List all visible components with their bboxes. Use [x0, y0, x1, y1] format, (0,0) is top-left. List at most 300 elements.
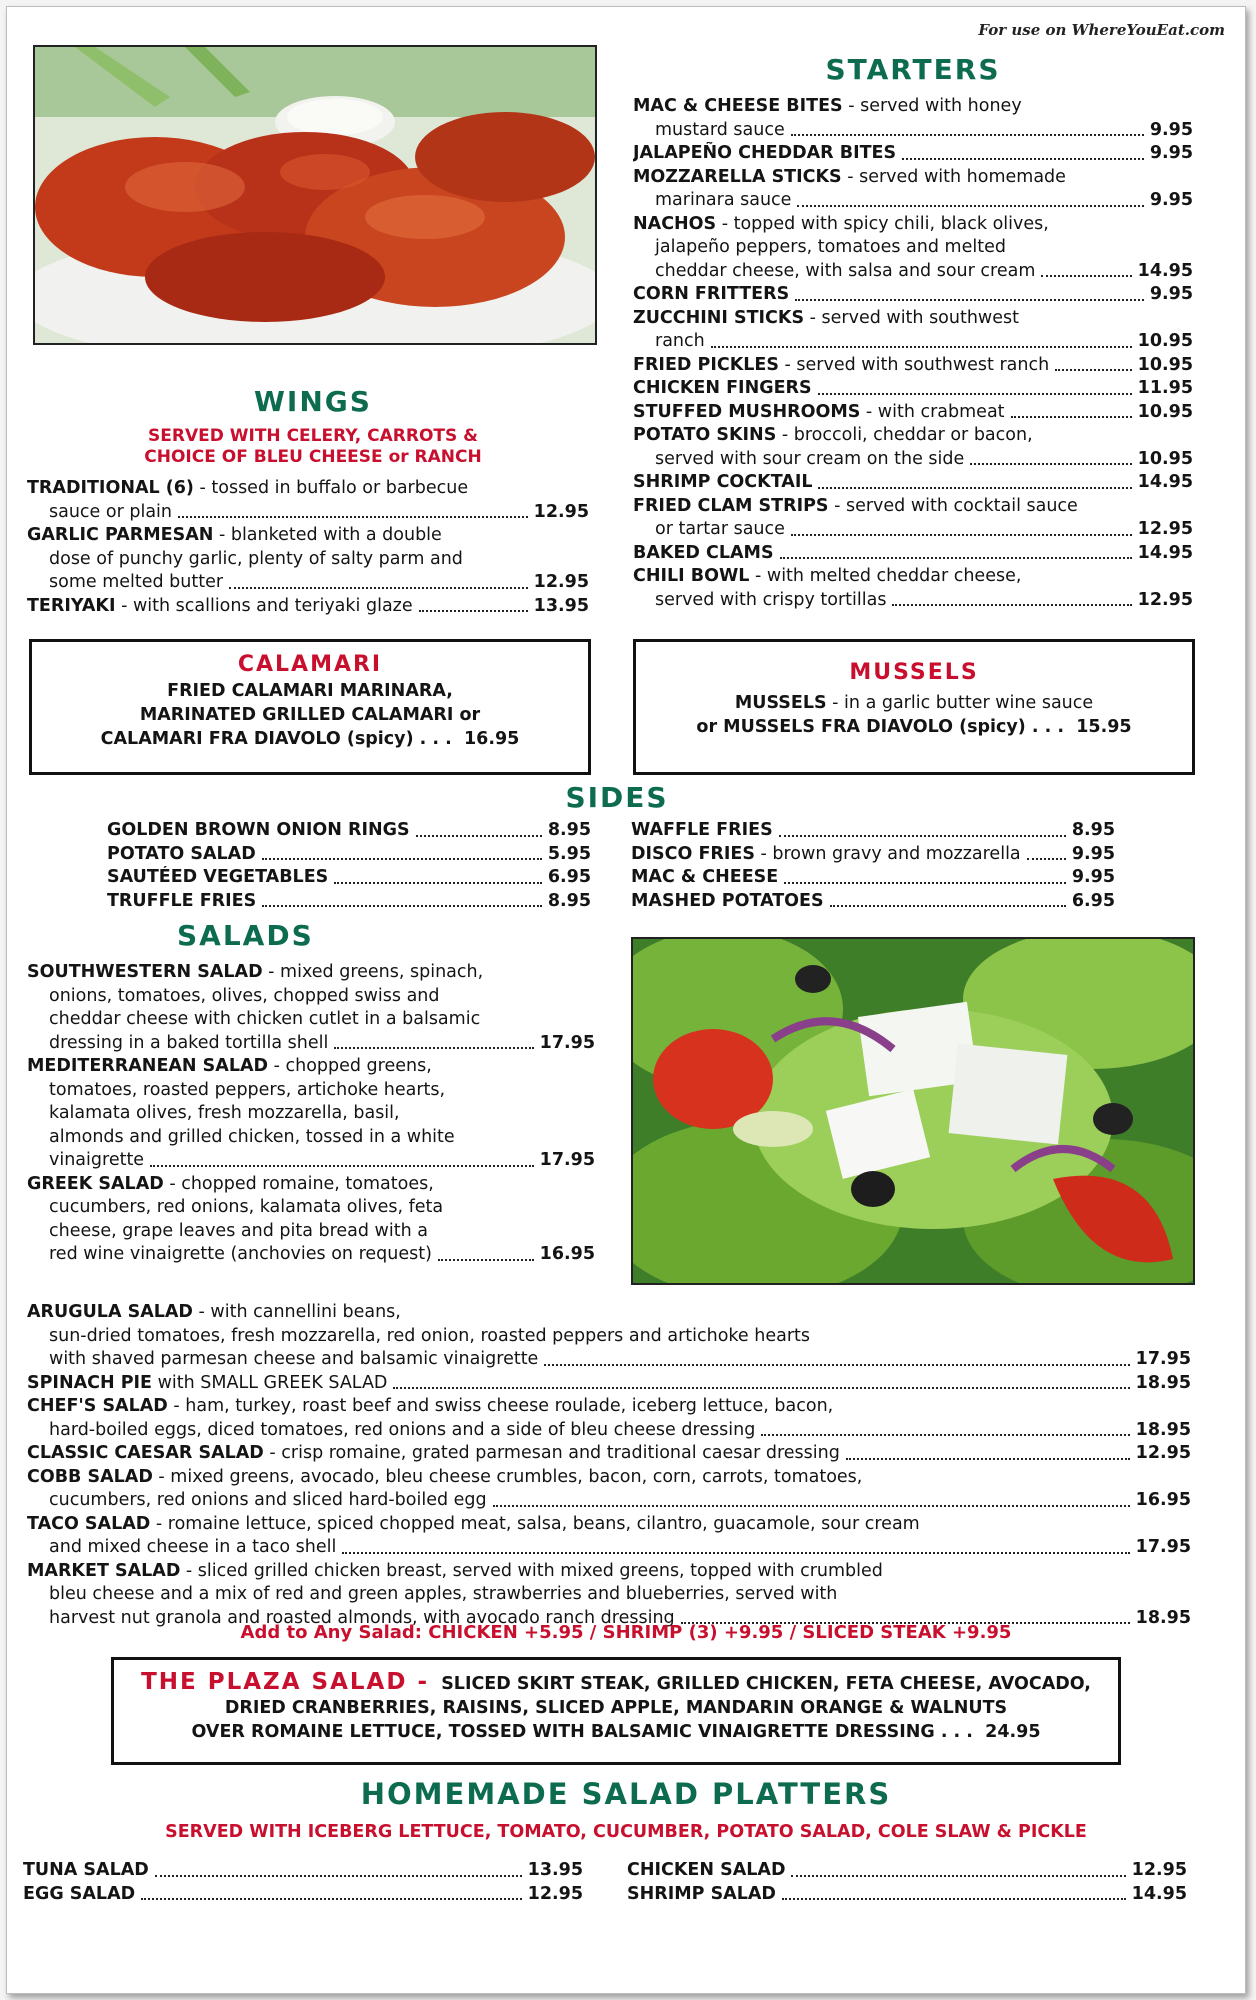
salad-lower-5-last-row	[27, 1536, 1191, 1560]
platter-left-0-row	[23, 1859, 583, 1883]
calamari-price: 16.95	[463, 729, 520, 749]
platters-right-list	[627, 1859, 1187, 1906]
mussels-price: 15.95	[1076, 717, 1132, 737]
mussels-line2-text: or MUSSELS FRA DIAVOLO (spicy) . . .	[696, 717, 1065, 737]
side-left-1-text	[107, 843, 256, 867]
calamari-line3-text: CALAMARI FRA DIAVOLO (spicy) . . .	[100, 729, 452, 749]
salad-lower-4-name: COBB SALAD	[27, 1466, 153, 1487]
wing-item-2-name: TERIYAKI	[27, 595, 116, 616]
starter-item-3-last-price: 14.95	[1137, 260, 1193, 281]
salad-lower-5-last-price: 17.95	[1135, 1537, 1191, 1557]
starter-item-5-last-row	[633, 330, 1193, 354]
salad-upper-2-line-0: cucumbers, red onions, kalamata olives, feta	[49, 1197, 444, 1217]
starter-item-10-leader	[818, 487, 1131, 489]
salad-lower-4-last-leader	[493, 1505, 1130, 1507]
salad-upper-0-name: SOUTHWESTERN SALAD	[27, 962, 263, 982]
platter-right-0-price: 12.95	[1131, 1860, 1187, 1880]
starter-item-0-last-leader	[791, 134, 1144, 136]
plaza-line1-text: SLICED SKIRT STEAK, GRILLED CHICKEN, FETA CHEESE, AVOCADO,	[441, 1674, 1091, 1694]
wing-item-0-last-text	[49, 501, 172, 525]
starter-item-5-name: ZUCCHINI STICKS	[633, 307, 805, 328]
starter-item-0-desc: - served with honey	[842, 96, 1022, 116]
calamari-line1: FRIED CALAMARI MARINARA,	[167, 681, 453, 701]
starter-item-0-last-row	[633, 119, 1193, 143]
wings-list	[27, 477, 589, 618]
starter-item-13-last-price: 12.95	[1137, 589, 1193, 610]
salad-lower-2-name: CHEF'S SALAD	[27, 1396, 168, 1416]
mussels-box	[633, 639, 1195, 775]
platter-left-1-price: 12.95	[527, 1883, 583, 1904]
wing-item-1-last-leader	[229, 587, 528, 589]
starter-item-4-price: 9.95	[1149, 284, 1193, 304]
starter-item-2-desc: - served with homemade	[841, 166, 1066, 187]
side-right-2-text	[631, 866, 778, 890]
platter-left-1-text	[23, 1883, 135, 1907]
salad-lower-2-last-leader	[761, 1434, 1129, 1436]
starter-item-13-last-row	[633, 589, 1193, 613]
calamari-details	[32, 679, 588, 751]
salad-lower-3-row	[27, 1442, 1191, 1466]
side-right-1-leader	[1027, 858, 1066, 860]
menu-page	[6, 6, 1246, 1994]
salad-lower-0-row	[27, 1301, 1191, 1325]
salad-lower-0-last-desc: with shaved parmesan cheese and balsamic vinaigrette	[49, 1349, 539, 1369]
side-left-0-leader	[416, 835, 542, 837]
starter-item-13-row	[633, 565, 1193, 589]
platter-right-1-leader	[782, 1898, 1126, 1900]
wing-item-2-leader	[419, 610, 528, 612]
plaza-line3-text: OVER ROMAINE LETTUCE, TOSSED WITH BALSAMIC VINAIGRETTE DRESSING . . .	[191, 1722, 973, 1742]
starter-item-2-last-desc: marinara sauce	[655, 190, 792, 210]
platter-right-0-text	[627, 1859, 785, 1883]
starter-item-3-name: NACHOS	[633, 213, 717, 234]
starter-item-5-last-leader	[711, 346, 1132, 348]
platter-right-1-name: SHRIMP SALAD	[627, 1883, 776, 1904]
wing-item-2-price: 13.95	[533, 595, 589, 616]
salads-lower-list	[27, 1301, 1191, 1630]
side-left-1-price: 5.95	[547, 843, 591, 864]
wing-item-0-name: TRADITIONAL (6)	[27, 478, 194, 498]
starter-item-11-name: FRIED CLAM STRIPS	[633, 495, 829, 516]
side-left-3-name: TRUFFLE FRIES	[107, 890, 257, 911]
side-left-0-name: GOLDEN BROWN ONION RINGS	[107, 820, 410, 840]
salad-lower-6-name: MARKET SALAD	[27, 1560, 181, 1581]
starter-item-1-text	[633, 142, 896, 166]
side-right-1-name: DISCO FRIES	[631, 843, 755, 864]
platter-right-1-price: 14.95	[1131, 1883, 1187, 1904]
platters-heading: HOMEMADE SALAD PLATTERS	[360, 1777, 892, 1811]
salad-upper-0-line-1: cheddar cheese with chicken cutlet in a balsamic	[49, 1009, 481, 1029]
wing-item-1-last-price: 12.95	[533, 572, 589, 592]
starter-item-13-last-text	[655, 589, 886, 613]
salad-upper-1-row	[27, 1055, 595, 1079]
starter-item-5-last-text	[655, 330, 705, 354]
starter-item-6-row	[633, 354, 1193, 378]
starter-item-0-last-text	[655, 119, 785, 143]
plaza-line1	[114, 1670, 1118, 1696]
starter-item-0-row	[633, 95, 1193, 119]
starter-item-1-row	[633, 142, 1193, 166]
starter-item-11-last-text	[655, 518, 785, 542]
salad-upper-2-last-price: 16.95	[539, 1244, 595, 1264]
starter-item-11-last-price: 12.95	[1137, 519, 1193, 539]
starter-item-6-text	[633, 354, 1049, 378]
wings-subtitle	[33, 426, 593, 468]
starter-item-11-desc: - served with cocktail sauce	[828, 495, 1078, 516]
wing-item-1-last-desc: some melted butter	[49, 572, 224, 592]
side-right-1-desc: - brown gravy and mozzarella	[754, 843, 1021, 864]
salad-upper-0-last-price: 17.95	[539, 1032, 595, 1053]
platter-right-0-row	[627, 1859, 1187, 1883]
mussels-details	[636, 691, 1192, 739]
salad-lower-4-last-text	[49, 1489, 487, 1513]
starter-item-13-name: CHILI BOWL	[633, 566, 750, 586]
starter-item-10-row	[633, 471, 1193, 495]
starter-item-10-price: 14.95	[1137, 472, 1193, 492]
salad-upper-2-name: GREEK SALAD	[27, 1173, 164, 1194]
mussels-line1	[636, 691, 1192, 715]
starter-item-6-name: FRIED PICKLES	[633, 354, 779, 375]
starter-item-12-leader	[780, 557, 1132, 559]
mussels-title: MUSSELS	[849, 660, 979, 685]
platter-left-0-name: TUNA SALAD	[23, 1860, 149, 1880]
starter-item-0-last-desc: mustard sauce	[655, 119, 785, 140]
salad-lower-2-last-desc: hard-boiled eggs, diced tomatoes, red onions and a side of bleu cheese dressing	[49, 1419, 756, 1440]
side-left-2-row	[107, 866, 591, 890]
starter-item-8-row	[633, 401, 1193, 425]
wing-item-1-last-row	[27, 571, 589, 595]
starter-item-1-name: JALAPEÑO CHEDDAR BITES	[633, 143, 897, 163]
side-left-2-price: 6.95	[547, 867, 591, 887]
starter-item-8-price: 10.95	[1137, 401, 1193, 422]
plaza-line2: DRIED CRANBERRIES, RAISINS, SLICED APPLE, MANDARIN ORANGE & WALNUTS	[224, 1698, 1008, 1718]
side-left-3-text	[107, 890, 256, 914]
starter-item-7-leader	[818, 393, 1132, 395]
starter-item-12-price: 14.95	[1137, 542, 1193, 563]
salad-upper-0-last-row	[27, 1032, 595, 1056]
side-right-0-leader	[779, 835, 1066, 837]
starter-item-7-text	[633, 377, 812, 401]
salad-upper-0-last-leader	[334, 1047, 533, 1049]
salad-photo	[631, 937, 1195, 1285]
salad-lower-0-last-row	[27, 1348, 1191, 1372]
starter-item-2-last-row	[633, 189, 1193, 213]
side-right-1-text	[631, 843, 1021, 867]
side-right-3-leader	[830, 905, 1066, 907]
starter-item-3-desc: - topped with spicy chili, black olives,	[716, 213, 1049, 234]
salad-lower-1-price: 18.95	[1135, 1372, 1191, 1393]
starter-item-5-last-desc: ranch	[655, 331, 705, 351]
salad-lower-4-row	[27, 1466, 1191, 1490]
salad-lower-6-last-desc: harvest nut granola and roasted almonds, with avocado ranch dressing	[49, 1607, 675, 1628]
starter-item-13-desc: - with melted cheddar cheese,	[749, 566, 1022, 586]
wing-item-0-last-desc: sauce or plain	[49, 501, 172, 522]
wings-heading: WINGS	[254, 385, 372, 418]
salad-lower-2-row	[27, 1395, 1191, 1419]
salad-lower-0-desc: - with cannellini beans,	[192, 1302, 401, 1322]
side-right-3-row	[631, 890, 1115, 914]
starter-item-12-text	[633, 542, 774, 566]
starter-item-4-leader	[795, 299, 1144, 301]
salad-lower-3-leader	[846, 1458, 1130, 1460]
salad-lower-6-line-0: bleu cheese and a mix of red and green apples, strawberries and blueberries, served with	[49, 1584, 838, 1604]
platter-left-1-row	[23, 1883, 583, 1907]
salad-upper-2-last-row	[27, 1243, 595, 1267]
platter-left-0-text	[23, 1859, 149, 1883]
salad-lower-0-name: ARUGULA SALAD	[27, 1302, 193, 1322]
wings-subtitle-line2: CHOICE OF BLEU CHEESE or RANCH	[144, 447, 482, 467]
starter-item-3-last-leader	[1041, 275, 1131, 277]
starters-list	[633, 95, 1193, 612]
starter-item-3-last-desc: cheddar cheese, with salsa and sour cream	[655, 260, 1036, 281]
salad-upper-1-line-0: tomatoes, roasted peppers, artichoke hearts,	[49, 1079, 446, 1100]
salad-lower-3-name: CLASSIC CAESAR SALAD	[27, 1443, 264, 1463]
side-left-0-price: 8.95	[547, 820, 591, 840]
salad-upper-2-last-text	[49, 1243, 432, 1267]
plaza-line3	[114, 1720, 1118, 1744]
starter-item-8-text	[633, 401, 1005, 425]
side-left-3-row	[107, 890, 591, 914]
side-right-2-name: MAC & CHEESE	[631, 867, 779, 887]
platter-left-0-leader	[155, 1875, 522, 1877]
starter-item-6-desc: - served with southwest ranch	[778, 354, 1050, 375]
side-left-3-price: 8.95	[547, 890, 591, 911]
plaza-details	[114, 1670, 1118, 1744]
side-right-0-text	[631, 819, 773, 843]
starter-item-9-last-price: 10.95	[1137, 448, 1193, 469]
starter-item-8-name: STUFFED MUSHROOMS	[633, 401, 861, 422]
platter-left-1-leader	[141, 1898, 521, 1900]
wing-item-1-desc: - blanketed with a double	[213, 525, 442, 545]
side-left-0-text	[107, 819, 410, 843]
side-left-1-name: POTATO SALAD	[107, 843, 256, 864]
starter-item-9-last-desc: served with sour cream on the side	[655, 448, 965, 469]
side-right-0-row	[631, 819, 1115, 843]
wing-item-0-last-row	[27, 501, 589, 525]
starter-item-0-name: MAC & CHEESE BITES	[633, 96, 843, 116]
platter-left-0-price: 13.95	[527, 1860, 583, 1880]
starter-item-5-row	[633, 307, 1193, 331]
salad-lower-2-last-price: 18.95	[1135, 1419, 1191, 1440]
platter-right-0-leader	[791, 1875, 1125, 1877]
salads-upper-list	[27, 961, 595, 1267]
salad-lower-0-last-leader	[544, 1364, 1129, 1366]
salad-upper-1-desc: - chopped greens,	[268, 1056, 432, 1076]
platter-right-1-text	[627, 1883, 776, 1907]
side-right-3-name: MASHED POTATOES	[631, 890, 824, 911]
wing-item-1-last-text	[49, 571, 223, 595]
salad-upper-1-name: MEDITERRANEAN SALAD	[27, 1056, 269, 1076]
salad-lower-4-desc: - mixed greens, avocado, bleu cheese crumbles, bacon, corn, carrots, tomatoes,	[152, 1466, 863, 1487]
platters-subtitle: SERVED WITH ICEBERG LETTUCE, TOMATO, CUCUMBER, POTATO SALAD, COLE SLAW & PICKLE	[165, 1822, 1087, 1842]
platter-right-1-row	[627, 1883, 1187, 1907]
starter-item-6-leader	[1055, 369, 1131, 371]
side-right-2-leader	[784, 882, 1066, 884]
platter-right-0-name: CHICKEN SALAD	[627, 1860, 786, 1880]
sides-right-list	[631, 819, 1115, 913]
salad-lower-3-text	[27, 1442, 840, 1466]
salad-upper-2-row	[27, 1173, 595, 1197]
plaza-salad-box	[111, 1657, 1121, 1765]
starter-item-5-last-price: 10.95	[1137, 331, 1193, 351]
starter-item-9-last-text	[655, 448, 964, 472]
starter-item-11-last-leader	[791, 534, 1132, 536]
salad-lower-1-leader	[393, 1387, 1129, 1389]
salad-lower-4-last-price: 16.95	[1135, 1490, 1191, 1510]
starter-item-2-last-text	[655, 189, 791, 213]
salads-heading: SALADS	[177, 919, 314, 952]
starter-item-3-last-row	[633, 260, 1193, 284]
salad-upper-2-desc: - chopped romaine, tomatoes,	[163, 1173, 434, 1194]
salad-lower-5-last-desc: and mixed cheese in a taco shell	[49, 1537, 337, 1557]
wing-item-2-desc: - with scallions and teriyaki glaze	[115, 595, 413, 616]
salad-upper-1-line-2: almonds and grilled chicken, tossed in a white	[49, 1126, 455, 1147]
side-right-0-price: 8.95	[1071, 820, 1115, 840]
side-right-3-text	[631, 890, 824, 914]
starter-item-1-price: 9.95	[1149, 143, 1193, 163]
salad-lower-6-row	[27, 1560, 1191, 1584]
salad-upper-1-last-leader	[150, 1165, 534, 1167]
salad-lower-3-desc: - crisp romaine, grated parmesan and traditional caesar dressing	[263, 1443, 840, 1463]
starter-item-1-leader	[902, 158, 1144, 160]
starter-item-4-text	[633, 283, 789, 307]
calamari-line3	[32, 727, 588, 751]
starter-item-12-row	[633, 542, 1193, 566]
calamari-box	[29, 639, 591, 775]
salad-upper-1-last-desc: vinaigrette	[49, 1150, 145, 1170]
starter-item-9-last-leader	[970, 463, 1131, 465]
salad-lower-0-line-0: sun-dried tomatoes, fresh mozzarella, red onion, roasted peppers and artichoke hearts	[49, 1325, 811, 1346]
starter-item-10-text	[633, 471, 812, 495]
salad-upper-1-last-text	[49, 1149, 144, 1173]
starter-item-2-row	[633, 166, 1193, 190]
starter-item-10-name: SHRIMP COCKTAIL	[633, 472, 813, 492]
mussels-line1-desc: - in a garlic butter wine sauce	[826, 693, 1094, 713]
starter-item-9-last-row	[633, 448, 1193, 472]
salad-upper-0-last-text	[49, 1032, 328, 1056]
salad-upper-2-last-desc: red wine vinaigrette (anchovies on request)	[49, 1244, 432, 1264]
starter-item-7-row	[633, 377, 1193, 401]
wing-item-1-row	[27, 524, 589, 548]
side-right-0-name: WAFFLE FRIES	[631, 820, 773, 840]
wing-item-1-name: GARLIC PARMESAN	[27, 525, 214, 545]
platter-left-1-name: EGG SALAD	[23, 1883, 136, 1904]
side-right-2-row	[631, 866, 1115, 890]
wing-item-2-text	[27, 595, 413, 619]
starter-item-13-last-leader	[892, 604, 1131, 606]
side-left-0-row	[107, 819, 591, 843]
salad-lower-2-last-row	[27, 1419, 1191, 1443]
salad-upper-0-last-desc: dressing in a baked tortilla shell	[49, 1032, 329, 1053]
salad-upper-1-line-1: kalamata olives, fresh mozzarella, basil,	[49, 1103, 400, 1123]
site-credit: For use on WhereYouEat.com	[978, 21, 1225, 39]
side-left-1-row	[107, 843, 591, 867]
salad-upper-1-last-price: 17.95	[539, 1150, 595, 1170]
starter-item-11-last-row	[633, 518, 1193, 542]
salad-lower-2-last-text	[49, 1419, 755, 1443]
salad-upper-2-last-leader	[438, 1259, 534, 1261]
salad-lower-3-price: 12.95	[1135, 1443, 1191, 1463]
starter-item-9-row	[633, 424, 1193, 448]
mussels-line1-name: MUSSELS	[734, 693, 827, 713]
salad-addon-line: Add to Any Salad: CHICKEN +5.95 / SHRIMP (3) +9.95 / SLICED STEAK +9.95	[240, 1622, 1012, 1643]
starter-item-13-last-desc: served with crispy tortillas	[655, 589, 887, 610]
starter-item-2-last-price: 9.95	[1149, 190, 1193, 210]
salad-lower-1-row	[27, 1372, 1191, 1396]
wing-item-0-desc: - tossed in buffalo or barbecue	[193, 478, 469, 498]
salad-lower-6-last-price: 18.95	[1135, 1607, 1191, 1628]
starter-item-8-desc: - with crabmeat	[860, 401, 1005, 422]
starter-item-2-last-leader	[797, 205, 1143, 207]
starter-item-3-row	[633, 213, 1193, 237]
side-left-3-leader	[262, 905, 542, 907]
plaza-price: 24.95	[985, 1722, 1041, 1742]
salad-lower-4-last-row	[27, 1489, 1191, 1513]
starter-item-4-name: CORN FRITTERS	[633, 284, 790, 304]
starter-item-3-cont-0: jalapeño peppers, tomatoes and melted	[655, 237, 1006, 257]
starter-item-9-name: POTATO SKINS	[633, 425, 777, 445]
starter-item-2-name: MOZZARELLA STICKS	[633, 166, 842, 187]
salad-lower-2-desc: - ham, turkey, roast beef and swiss cheese roulade, iceberg lettuce, bacon,	[167, 1396, 834, 1416]
starter-item-8-leader	[1011, 416, 1132, 418]
starter-item-7-name: CHICKEN FINGERS	[633, 378, 812, 398]
salad-lower-6-desc: - sliced grilled chicken breast, served with mixed greens, topped with crumbled	[180, 1560, 883, 1581]
wing-item-0-last-leader	[178, 516, 528, 518]
side-left-2-leader	[334, 882, 542, 884]
platters-left-list	[23, 1859, 583, 1906]
side-right-3-price: 6.95	[1071, 890, 1115, 911]
wing-item-2-row	[27, 595, 589, 619]
starter-item-12-name: BAKED CLAMS	[633, 542, 774, 563]
salad-upper-1-last-row	[27, 1149, 595, 1173]
starter-item-6-price: 10.95	[1137, 354, 1193, 375]
salad-lower-5-desc: - romaine lettuce, spiced chopped meat, salsa, beans, cilantro, guacamole, sour cream	[150, 1513, 920, 1534]
salad-lower-4-last-desc: cucumbers, red onions and sliced hard-boiled egg	[49, 1490, 487, 1510]
starter-item-3-last-text	[655, 260, 1035, 284]
starter-item-11-row	[633, 495, 1193, 519]
salad-upper-0-desc: - mixed greens, spinach,	[262, 962, 484, 982]
salad-lower-1-name: SPINACH PIE	[27, 1372, 153, 1393]
salad-lower-5-row	[27, 1513, 1191, 1537]
wing-item-0-row	[27, 477, 589, 501]
wing-item-1-cont-0: dose of punchy garlic, plenty of salty parm and	[49, 548, 463, 569]
wing-item-0-last-price: 12.95	[533, 501, 589, 522]
side-left-2-text	[107, 866, 328, 890]
starter-item-4-row	[633, 283, 1193, 307]
starter-item-0-last-price: 9.95	[1149, 119, 1193, 140]
wings-subtitle-line1: SERVED WITH CELERY, CARROTS &	[148, 426, 478, 446]
salad-upper-2-line-1: cheese, grape leaves and pita bread with a	[49, 1220, 428, 1241]
side-right-1-row	[631, 843, 1115, 867]
side-left-1-leader	[262, 858, 542, 860]
sides-heading: SIDES	[565, 781, 669, 814]
sides-left-list	[107, 819, 591, 913]
starter-item-7-price: 11.95	[1137, 378, 1193, 398]
side-right-2-price: 9.95	[1071, 867, 1115, 887]
salad-lower-0-last-text	[49, 1348, 538, 1372]
salad-lower-0-last-price: 17.95	[1135, 1349, 1191, 1369]
wings-photo	[33, 45, 597, 345]
side-left-2-name: SAUTÉED VEGETABLES	[107, 867, 329, 887]
calamari-line2: MARINATED GRILLED CALAMARI or	[139, 705, 481, 725]
salad-lower-5-last-leader	[342, 1552, 1129, 1554]
starter-item-5-desc: - served with southwest	[804, 307, 1019, 328]
starter-item-9-desc: - broccoli, cheddar or bacon,	[776, 425, 1033, 445]
calamari-title: CALAMARI	[237, 652, 383, 677]
salad-upper-0-line-0: onions, tomatoes, olives, chopped swiss and	[49, 985, 440, 1006]
starter-item-11-last-desc: or tartar sauce	[655, 519, 785, 539]
side-right-1-price: 9.95	[1071, 843, 1115, 864]
